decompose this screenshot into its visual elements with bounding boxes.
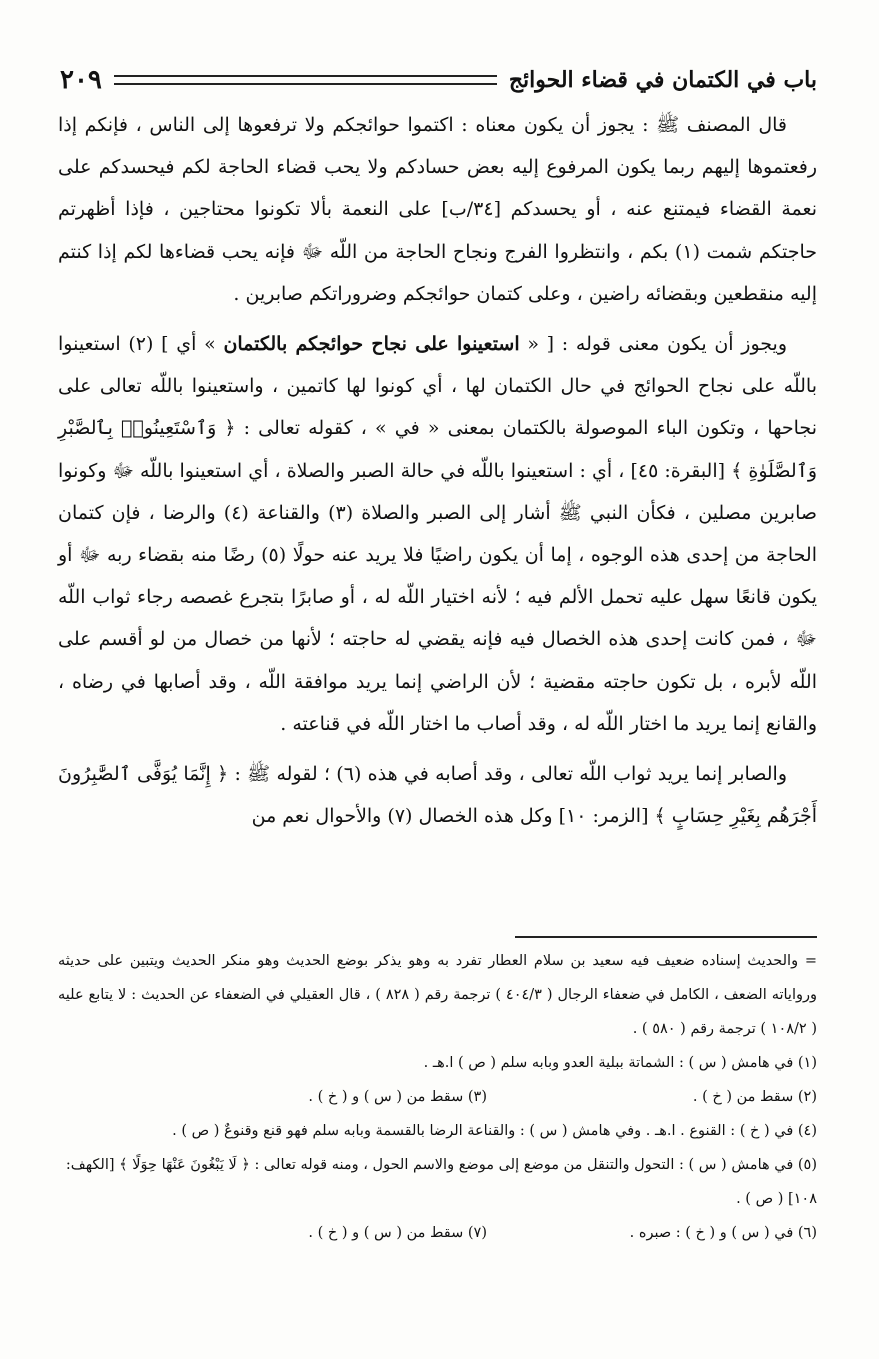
footnote-row-2-3 xyxy=(58,1080,817,1114)
header-double-rule xyxy=(114,75,497,85)
paragraph-2-body: » أي ] (٢) استعينوا باللّه على نجاح الحوائج في حال الكتمان لها ، أي كونوا لها كاتمين ، واستعينوا باللّه تعالى على نجاحها ، وتكون الباء الموصولة بالكتمان بمعنى « في » ، كقوله تعالى : ﴿ وَٱسْتَعِينُوا۟ بِٱلصَّبْرِ وَٱلصَّلَوٰةِ ﴾ [البقرة: ٤٥] ، أي : استعينوا باللّه في حالة الصبر والصلاة ، أي استعينوا باللّه ﷻ وكونوا صابرين مصلين ، فكأن النبي ﷺ أشار إلى الصبر والصلاة (٣) والقناعة (٤) والرضا ، فإن كتمان الحاجة من إحدى هذه الوجوه ، إما أن يكون راضيًا فلا يريد عنه حولًا (٥) رضًا منه بقضاء ربه ﷻ أو يكون قانعًا سهل عليه تحمل الألم فيه ؛ لأنه اختيار اللّه له ، أو صابرًا بتجرع غصصه رجاء ثواب اللّه ﷻ ، فمن كانت إحدى هذه الخصال فيه فإنه يقضي له حاجته ؛ لأنها من خصال من لو أقسم على اللّه لأبره ، بل تكون حاجته مقضية ؛ لأن الراضي إنما يريد موافقة اللّه ، وقد أصابها في رضاه ، والقانع إنما يريد ما اختار اللّه له ، وقد أصاب ما اختار اللّه في قناعته . xyxy=(58,333,818,735)
main-text xyxy=(58,104,817,837)
footnote-4: (٤) في ( خ ) : القنوع . ا.هـ . وفي هامش ( س ) : والقناعة الرضا بالقسمة وبابه سلم فهو قنع وقنوعٌ ( ص ) . xyxy=(172,1123,817,1139)
paragraph-1: قال المصنف ﷺ : يجوز أن يكون معناه : اكتموا حوائجكم ولا ترفعوها إلى الناس ، فإنكم إذا رفعتموها إليهم ربما يكون المرفوع إليه بعض حسادكم ولا يحب قضاء الحاجة لكم فيحسدكم على نعمة القضاء فيمتنع عنه ، أو يحسدكم [٣٤/ب] على النعمة بألا تكونوا محتاجين ، فإذا أظهرتم حاجتكم شمت (١) بكم ، وانتظروا الفرج ونجاح الحاجة من اللّه ﷻ فإنه يحب قضاءها لكم إذا كنتم إليه منقطعين وبقضائه راضين ، وعلى كتمان حوائجكم وضروراتكم صابرين . xyxy=(58,114,817,305)
footnote-row-6-7 xyxy=(58,1216,817,1250)
running-title: باب في الكتمان في قضاء الحوائج xyxy=(508,67,817,93)
hadith-quote: استعينوا على نجاح حوائجكم بالكتمان xyxy=(223,333,520,356)
footnote-separator xyxy=(515,936,817,938)
paragraph-2-lead: ويجوز أن يكون معنى قوله : [ « xyxy=(527,333,788,356)
footnote-3: (٣) سقط من ( س ) و ( خ ) . xyxy=(308,1089,487,1105)
footnote-2: (٢) سقط من ( خ ) . xyxy=(692,1089,817,1105)
paragraph-3: والصابر إنما يريد ثواب اللّه تعالى ، وقد أصابه في هذه (٦) ؛ لقوله ﷺ : ﴿ إِنَّمَا يُوَفَّى ٱلصَّٰبِرُونَ أَجْرَهُم بِغَيْرِ حِسَابٍ ﴾ [الزمر: ١٠] وكل هذه الخصال (٧) والأحوال نعم من xyxy=(58,763,817,828)
footnote-1: (١) في هامش ( س ) : الشماتة ببلية العدو وبابه سلم ( ص ) ا.هـ . xyxy=(423,1055,817,1071)
paragraph-2 xyxy=(58,323,817,745)
page-header xyxy=(60,60,817,100)
footnotes xyxy=(58,944,817,1250)
footnote-continuation: = والحديث إسناده ضعيف فيه سعيد بن سلام العطار تفرد به وهو يذكر بوضع الحديث وهو منكر الحديث ويتبين على حديثه ورواياته الضعف ، الكامل في ضعفاء الرجال ( ٤٠٤/٣ ) ترجمة رقم ( ٨٢٨ ) ، قال العقيلي في الضعفاء عن الحديث : لا يتابع عليه ( ١٠٨/٢ ) ترجمة رقم ( ٥٨٠ ) . xyxy=(58,953,817,1037)
footnote-6: (٦) في ( س ) و ( خ ) : صبره . xyxy=(629,1225,817,1241)
footnote-7: (٧) سقط من ( س ) و ( خ ) . xyxy=(308,1225,487,1241)
footnote-5: (٥) في هامش ( س ) : التحول والتنقل من موضع إلى موضع والاسم الحول ، ومنه قوله تعالى : ﴿ لَا يَبْغُونَ عَنْهَا حِوَلًا ﴾ [الكهف: ١٠٨] ( ص ) . xyxy=(65,1157,817,1207)
page-number: ٢٠٩ xyxy=(60,65,102,95)
